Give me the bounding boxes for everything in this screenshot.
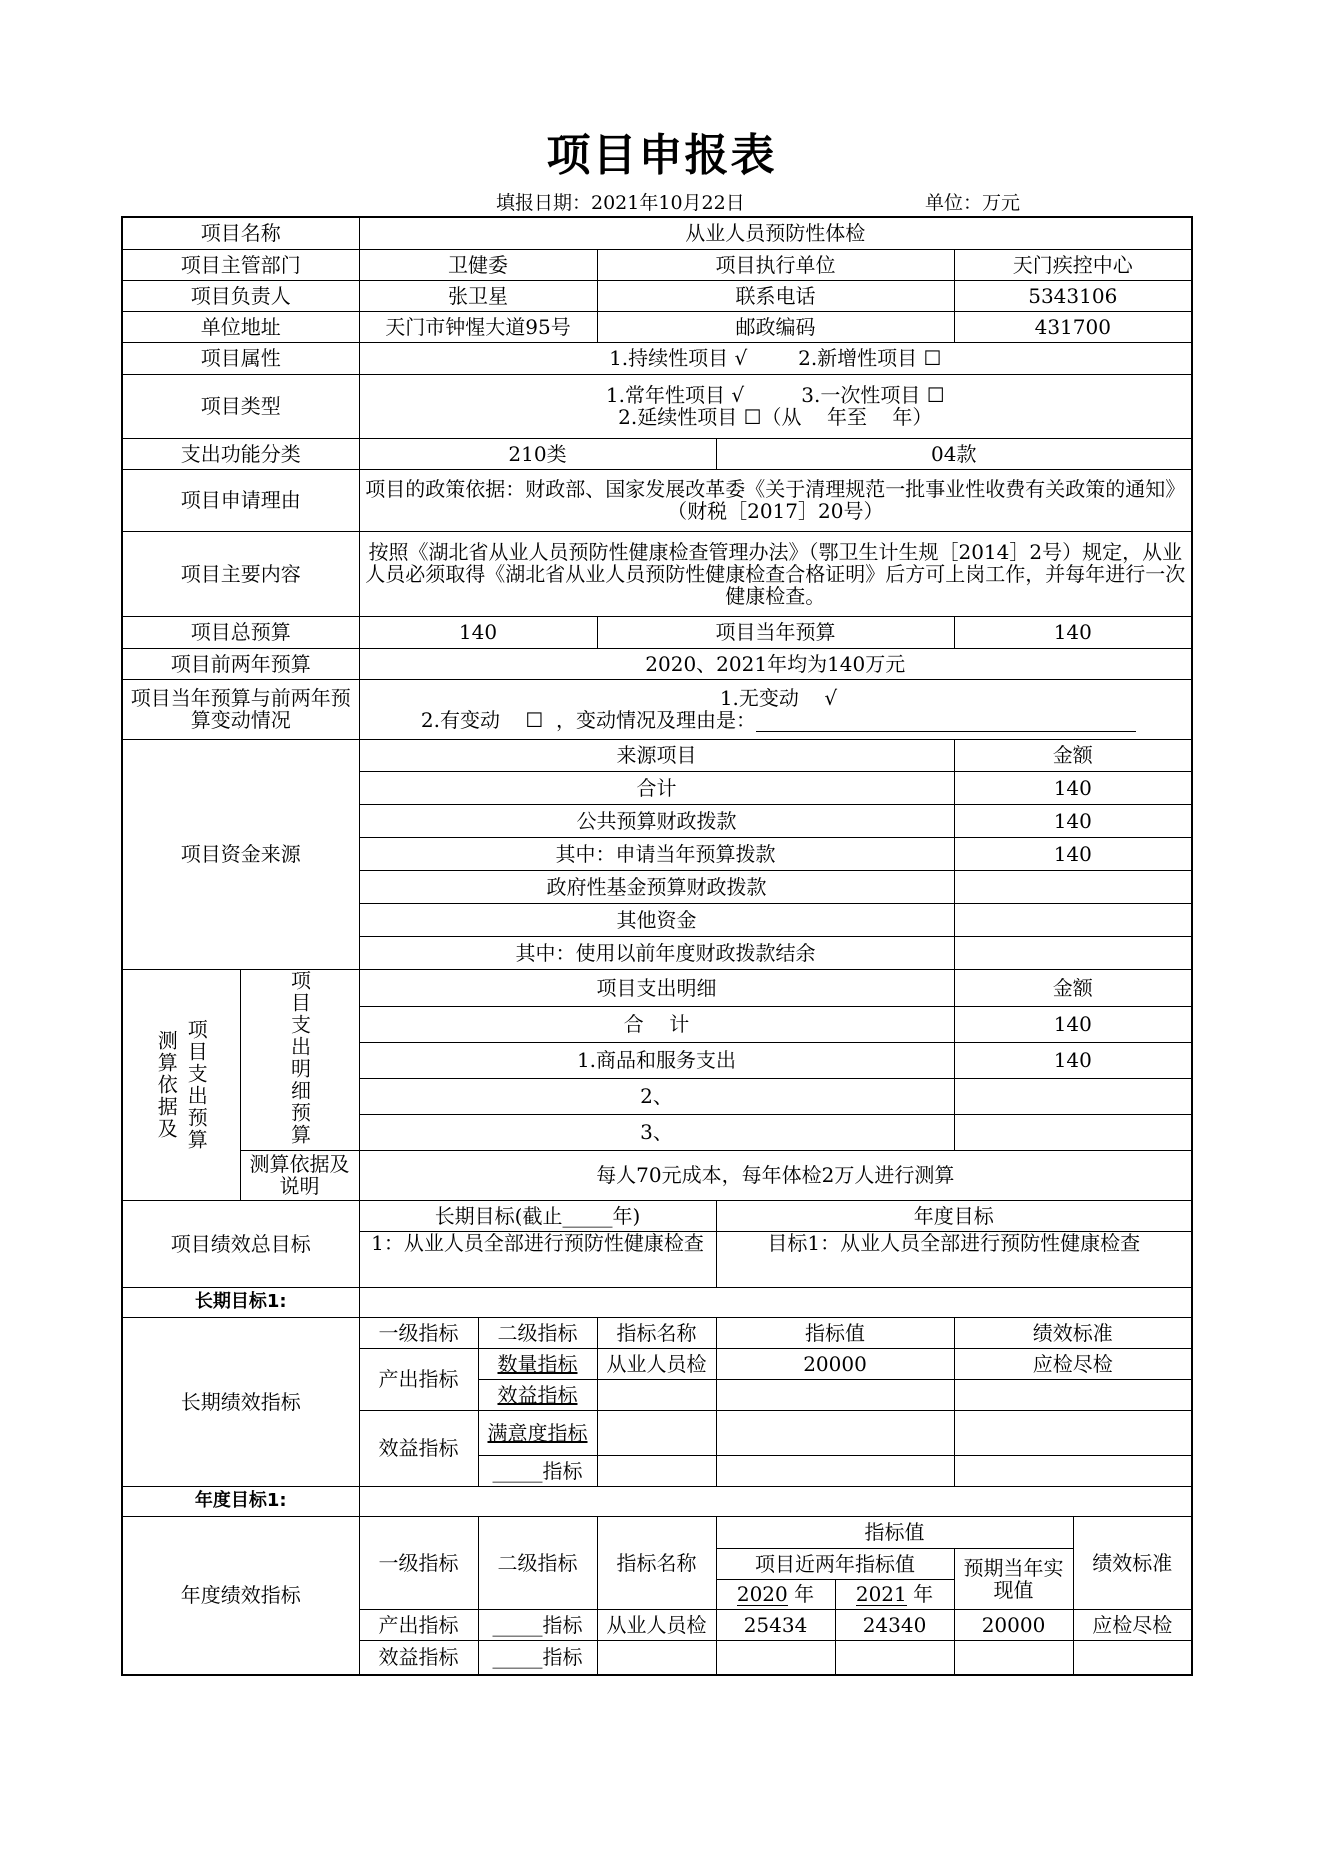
annual-output-indicator: _____指标 (478, 1609, 597, 1640)
calc-inner-label (240, 969, 359, 1150)
long-row2-name (597, 1379, 716, 1410)
annual-row-2020: 25434 (716, 1609, 835, 1640)
annual-head-name: 指标名称 (597, 1516, 716, 1609)
year-goal-head: 年度目标 (716, 1200, 1192, 1231)
long-benefit-sub-indicator: 效益指标 (478, 1379, 597, 1410)
long-head-level2: 二级指标 (478, 1317, 597, 1348)
calc-outer-label-col1: 测算依据及 (154, 1029, 179, 1140)
change-value (359, 679, 1192, 739)
funding-label: 项目资金来源 (122, 739, 359, 969)
annual-head-level2: 二级指标 (478, 1516, 597, 1609)
change-label: 项目当年预算与前两年预算变动情况 (122, 679, 359, 739)
calc-row-name: 2、 (359, 1078, 954, 1114)
total-budget-value: 140 (359, 616, 597, 648)
funding-row-amount (954, 936, 1192, 969)
funding-row-amount: 140 (954, 804, 1192, 837)
annual-effect-label: 效益指标 (359, 1640, 478, 1675)
calc-head-detail: 项目支出明细 (359, 969, 954, 1006)
annual-head-level1: 一级指标 (359, 1516, 478, 1609)
content-value: 按照《湖北省从业人员预防性健康检查管理办法》（鄂卫生计生规［2014］2号）规定，从业人员必须取得《湖北省从业人员预防性健康检查合格证明》后方可上岗工作，并每年进行一次健康检查。 (359, 531, 1192, 616)
annual-effect-expected (954, 1640, 1073, 1675)
annual-head-year-2020 (716, 1579, 835, 1609)
calc-row-amount: 140 (954, 1006, 1192, 1042)
funding-row-amount: 140 (954, 837, 1192, 870)
annual-head-expected: 预期当年实现值 (954, 1548, 1073, 1609)
calc-head-amount: 金额 (954, 969, 1192, 1006)
prev-budget-value: 2020、2021年均为140万元 (359, 648, 1192, 679)
long-goal-1-label: 长期目标1: (122, 1287, 359, 1317)
funding-head-source: 来源项目 (359, 739, 954, 771)
year-2020-value: 2020 (736, 1581, 788, 1606)
calc-row-amount (954, 1114, 1192, 1150)
funding-row-amount: 140 (954, 771, 1192, 804)
year-goal-value: 目标1：从业人员全部进行预防性健康检查 (716, 1231, 1192, 1287)
long-head-standard: 绩效标准 (954, 1317, 1192, 1348)
func-class: 210类 (359, 438, 716, 469)
annual-effect-2021 (835, 1640, 954, 1675)
type-value (359, 374, 1192, 438)
funding-row-name: 其中：申请当年预算拨款 (359, 837, 954, 870)
calc-basis-label: 测算依据及说明 (240, 1150, 359, 1200)
funding-row-name: 其他资金 (359, 903, 954, 936)
funding-row-name: 公共预算财政拨款 (359, 804, 954, 837)
address-value: 天门市钟惺大道95号 (359, 311, 597, 342)
change-line-2-text: 2.有变动 ☐ ，变动情况及理由是： (414, 707, 757, 732)
year-budget-value: 140 (954, 616, 1192, 648)
annual-effect-name (597, 1640, 716, 1675)
long-row4-value (716, 1455, 954, 1486)
long-row4-standard (954, 1455, 1192, 1486)
year-2021-suffix: 年 (913, 1581, 934, 1606)
long-head-level1: 一级指标 (359, 1317, 478, 1348)
calc-outer-label (122, 969, 240, 1200)
long-goal-value: 1：从业人员全部进行预防性健康检查 (359, 1231, 716, 1287)
long-goal-1-value (359, 1287, 1192, 1317)
funding-row-name: 政府性基金预算财政拨款 (359, 870, 954, 903)
total-budget-label: 项目总预算 (122, 616, 359, 648)
phone-label: 联系电话 (597, 280, 954, 311)
phone-value: 5343106 (954, 280, 1192, 311)
annual-output-label: 产出指标 (359, 1609, 478, 1640)
annual-effect-standard (1073, 1640, 1192, 1675)
exec-unit-label: 项目执行单位 (597, 249, 954, 280)
dept-value: 卫健委 (359, 249, 597, 280)
project-name-label: 项目名称 (122, 217, 359, 249)
annual-row-standard: 应检尽检 (1073, 1609, 1192, 1640)
long-head-name: 指标名称 (597, 1317, 716, 1348)
long-row3-standard (954, 1410, 1192, 1455)
long-head-value: 指标值 (716, 1317, 954, 1348)
type-line-2: 2.延续性项目 ☐（从 年至 年） (618, 405, 933, 429)
annual-head-year-2021 (835, 1579, 954, 1609)
calc-row-amount: 140 (954, 1042, 1192, 1078)
long-effect-label: 效益指标 (359, 1410, 478, 1486)
long-row1-value: 20000 (716, 1348, 954, 1379)
year-2020-suffix: 年 (794, 1581, 815, 1606)
year-2021-value: 2021 (855, 1581, 907, 1606)
calc-row-name: 1.商品和服务支出 (359, 1042, 954, 1078)
long-row4-name (597, 1455, 716, 1486)
annual-goal-1-label: 年度目标1: (122, 1486, 359, 1516)
application-form (121, 216, 1193, 1676)
reason-value: 项目的政策依据：财政部、国家发展改革委《关于清理规范一批事业性收费有关政策的通知》（财税［2017］20号） (359, 469, 1192, 531)
goals-label: 项目绩效总目标 (122, 1200, 359, 1287)
calc-outer-label-col2: 项目支出预算 (184, 1018, 209, 1151)
calc-inner-label-text: 项目支出明细预算 (287, 969, 312, 1146)
dept-label: 项目主管部门 (122, 249, 359, 280)
funding-row-amount (954, 870, 1192, 903)
address-label: 单位地址 (122, 311, 359, 342)
owner-label: 项目负责人 (122, 280, 359, 311)
long-blank-indicator: _____指标 (478, 1455, 597, 1486)
exec-unit-value: 天门疾控中心 (954, 249, 1192, 280)
long-row1-name: 从业人员检 (597, 1348, 716, 1379)
long-indicators-label: 长期绩效指标 (122, 1317, 359, 1486)
calc-basis-value: 每人70元成本，每年体检2万人进行测算 (359, 1150, 1192, 1200)
attr-label: 项目属性 (122, 342, 359, 374)
long-row2-value (716, 1379, 954, 1410)
annual-goal-1-value (359, 1486, 1192, 1516)
long-quantity-indicator: 数量指标 (478, 1348, 597, 1379)
calc-outer-label-text (127, 1019, 236, 1151)
long-output-label: 产出指标 (359, 1348, 478, 1410)
project-name-value: 从业人员预防性体检 (359, 217, 1192, 249)
long-row2-standard (954, 1379, 1192, 1410)
long-row3-name (597, 1410, 716, 1455)
funding-head-amount: 金额 (954, 739, 1192, 771)
funding-row-name: 合计 (359, 771, 954, 804)
annual-row-2021: 24340 (835, 1609, 954, 1640)
long-satisfaction-indicator: 满意度指标 (478, 1410, 597, 1455)
unit-label: 单位：万元 (925, 192, 1021, 214)
attr-value: 1.持续性项目 √ 2.新增性项目 ☐ (359, 342, 1192, 374)
annual-indicators-label: 年度绩效指标 (122, 1516, 359, 1675)
type-line-1: 1.常年性项目 √ 3.一次性项目 ☐ (605, 383, 945, 407)
fill-date: 填报日期：2021年10月22日 (496, 192, 745, 214)
func-label: 支出功能分类 (122, 438, 359, 469)
form-title: 项目申报表 (546, 130, 777, 181)
calc-row-amount (954, 1078, 1192, 1114)
annual-head-standard: 绩效标准 (1073, 1516, 1192, 1609)
prev-budget-label: 项目前两年预算 (122, 648, 359, 679)
content-label: 项目主要内容 (122, 531, 359, 616)
funding-row-amount (954, 903, 1192, 936)
zip-value: 431700 (954, 311, 1192, 342)
annual-head-value: 指标值 (716, 1516, 1073, 1548)
long-goal-head: 长期目标(截止_____年) (359, 1200, 716, 1231)
long-row1-standard: 应检尽检 (954, 1348, 1192, 1379)
year-budget-label: 项目当年预算 (597, 616, 954, 648)
annual-row-name: 从业人员检 (597, 1609, 716, 1640)
reason-label: 项目申请理由 (122, 469, 359, 531)
funding-row-name: 其中：使用以前年度财政拨款结余 (359, 936, 954, 969)
owner-value: 张卫星 (359, 280, 597, 311)
func-item: 04款 (716, 438, 1192, 469)
annual-row-expected: 20000 (954, 1609, 1073, 1640)
change-line-1: 1.无变动 √ (713, 685, 838, 710)
annual-effect-indicator: _____指标 (478, 1640, 597, 1675)
type-label: 项目类型 (122, 374, 359, 438)
annual-effect-2020 (716, 1640, 835, 1675)
change-line-2 (364, 709, 1188, 732)
calc-row-name: 3、 (359, 1114, 954, 1150)
long-row3-value (716, 1410, 954, 1455)
annual-head-recent: 项目近两年指标值 (716, 1548, 954, 1579)
calc-row-name: 合 计 (359, 1006, 954, 1042)
zip-label: 邮政编码 (597, 311, 954, 342)
change-reason-line (756, 709, 1136, 732)
